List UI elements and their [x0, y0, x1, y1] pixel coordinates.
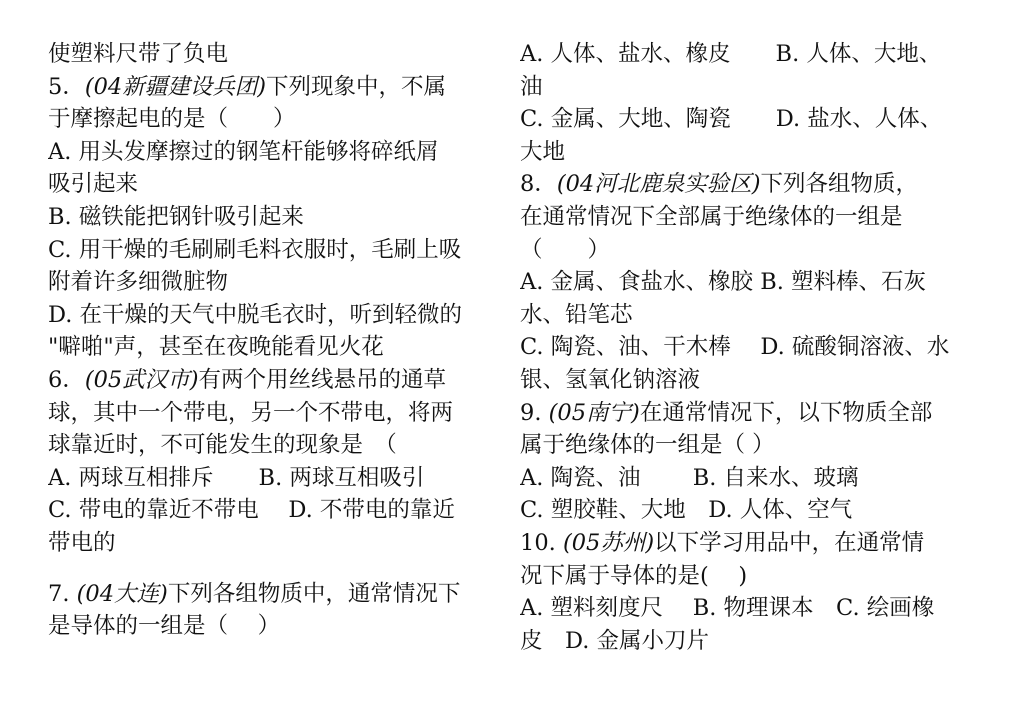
text-line: [48, 462, 510, 495]
text-run: 8．: [520, 171, 557, 198]
text-run: C. 带电的靠近不带电 D. 不带电的靠近: [48, 497, 455, 524]
text-run: 球靠近时，不可能发生的现象是 （: [48, 432, 397, 459]
text-line: [48, 136, 510, 169]
text-run: 在通常情况下全部属于绝缘体的一组是: [520, 203, 903, 230]
text-run: 吸引起来: [48, 171, 139, 198]
question-source: (04新疆建设兵团): [84, 73, 267, 100]
right-column: [520, 38, 982, 657]
text-run: A. 两球互相排斥 B. 两球互相吸引: [48, 464, 425, 491]
text-run: A. 陶瓷、油 B. 自来水、玻璃: [520, 464, 859, 491]
text-run: 7.: [48, 580, 77, 607]
text-run: 使塑料尺带了负电: [48, 41, 229, 67]
text-run: （ ）: [520, 236, 611, 263]
question-source: (04河北鹿泉实验区): [556, 171, 761, 198]
text-line: [48, 429, 510, 462]
text-line: [520, 331, 982, 364]
text-line: [520, 266, 982, 299]
text-run: 于摩擦起电的是（ ）: [48, 106, 296, 133]
text-line: [48, 103, 510, 136]
text-line: [520, 592, 982, 625]
text-run: 大地: [520, 138, 566, 165]
text-run: 以下学习用品中，在通常情: [654, 529, 925, 556]
text-run: C. 塑胶鞋、大地 D. 人体、空气: [520, 497, 853, 524]
text-run: 水、铅笔芯: [520, 301, 633, 328]
question-source: (04大连): [76, 580, 168, 607]
text-line: [48, 578, 510, 611]
text-line: [520, 103, 982, 136]
text-line: [520, 429, 982, 462]
text-run: "噼啪"声，甚至在夜晚能看见火花: [48, 334, 384, 361]
text-line: [520, 299, 982, 332]
text-run: C. 金属、大地、陶瓷 D. 盐水、人体、: [520, 106, 943, 133]
text-line: [520, 201, 982, 234]
text-run: 况下属于导体的是( ): [520, 562, 748, 589]
text-line: [48, 494, 510, 527]
text-run: 下列各组物质，: [760, 171, 919, 198]
paragraph-gap: [48, 560, 510, 578]
text-line: [520, 71, 982, 104]
text-line: [520, 136, 982, 169]
text-run: 油: [520, 73, 543, 100]
text-line: [48, 201, 510, 234]
text-run: A. 人体、盐水、橡皮 B. 人体、大地、: [520, 41, 942, 67]
text-run: 带电的: [48, 529, 116, 556]
text-line: [520, 38, 982, 71]
text-run: A. 用头发摩擦过的钢笔杆能够将碎纸屑: [48, 138, 439, 165]
text-line: [48, 397, 510, 430]
text-run: B. 磁铁能把钢针吸引起来: [48, 203, 304, 230]
question-source: (05武汉市): [84, 366, 199, 393]
text-line: [48, 331, 510, 364]
text-run: A. 金属、食盐水、橡胶 B. 塑料棒、石灰: [520, 269, 927, 296]
text-line: [520, 168, 982, 201]
text-run: 5．: [48, 73, 85, 100]
text-line: [48, 364, 510, 397]
text-run: 有两个用丝线悬吊的通草: [198, 366, 447, 393]
text-run: C. 陶瓷、油、干木棒 D. 硫酸铜溶液、水: [520, 334, 950, 361]
text-line: [48, 266, 510, 299]
question-source: (05南宁): [548, 399, 640, 426]
text-line: [48, 527, 510, 560]
text-line: [48, 38, 510, 71]
text-run: 下列各组物质中，通常情况下: [167, 580, 461, 607]
text-run: C. 用干燥的毛刷刷毛料衣服时，毛刷上吸: [48, 236, 462, 263]
text-line: [48, 299, 510, 332]
text-line: [520, 560, 982, 593]
text-run: 附着许多细微脏物: [48, 269, 229, 296]
text-line: [520, 462, 982, 495]
text-line: [520, 527, 982, 560]
text-run: 皮 D. 金属小刀片: [520, 627, 710, 654]
text-line: [48, 71, 510, 104]
left-column: [48, 38, 510, 643]
text-run: D. 在干燥的天气中脱毛衣时，听到轻微的: [48, 301, 463, 328]
text-run: 在通常情况下，以下物质全部: [639, 399, 933, 426]
text-run: 9.: [520, 399, 549, 426]
text-run: 10.: [520, 529, 563, 556]
text-line: [48, 234, 510, 267]
text-run: 下列现象中，不属: [266, 73, 447, 100]
text-run: 是导体的一组是（ ）: [48, 613, 281, 640]
text-run: 球，其中一个带电，另一个不带电，将两: [48, 399, 454, 426]
question-source: (05苏州): [562, 529, 655, 556]
text-line: [520, 364, 982, 397]
text-line: [520, 234, 982, 267]
text-run: A. 塑料刻度尺 B. 物理课本 C. 绘画橡: [520, 595, 935, 622]
text-line: [48, 168, 510, 201]
text-run: 属于绝缘体的一组是（ ）: [520, 432, 775, 459]
text-line: [520, 625, 982, 658]
text-run: 银、氢氧化钠溶液: [520, 366, 701, 393]
text-run: 6．: [48, 366, 85, 393]
text-line: [48, 610, 510, 643]
text-line: [520, 494, 982, 527]
text-line: [520, 397, 982, 430]
